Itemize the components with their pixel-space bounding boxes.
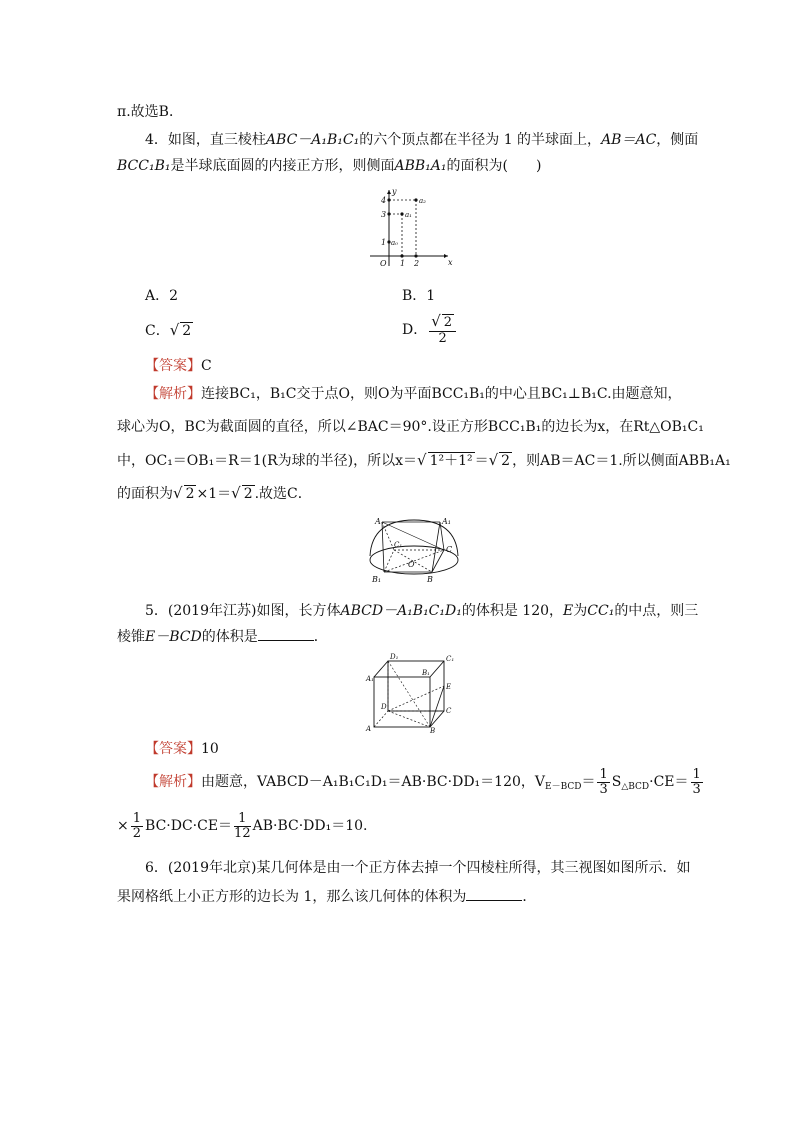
q4-analysis-line2: 球心为O，BC为截面圆的直径，所以∠BAC＝90°.设正方形BCC₁B₁的边长为x，在Rt△OB₁C₁ [117, 419, 704, 435]
point-a1: a₁ [405, 211, 412, 219]
x-axis-label: x [448, 258, 453, 267]
point-a0: a₀ [391, 239, 398, 247]
cuboid-label-A1: A₁ [366, 675, 374, 683]
q4-answer: 【答案】C [145, 358, 212, 374]
tick-y-3: 3 [381, 210, 387, 219]
q5-answer: 【答案】10 [145, 741, 219, 757]
fig2-label-B1: B₁ [372, 575, 382, 584]
cuboid-label-B: B [430, 727, 436, 733]
tick-y-4: 4 [381, 196, 387, 205]
q4-option-a: A．2 [145, 288, 179, 304]
fig2-label-O: O [408, 560, 415, 569]
q5-stem-line2: 棱锥E－BCD的体积是 ． [117, 629, 328, 645]
cuboid-label-C1: C₁ [446, 655, 455, 663]
q5-analysis-line1: 【解析】由题意，VABCD－A₁B₁C₁D₁＝AB·BC·DD₁＝120，$V_{E-BCD}=$ $\frac{1}{3}$ $S_{\triangle BCD}\cdot CE=$ $\frac{1}{3}$ [145, 766, 701, 797]
q5-answer-blank [258, 628, 314, 641]
q4-coordinate-figure [364, 186, 454, 270]
q6-answer-blank [466, 888, 522, 901]
tick-y-1: 1 [381, 238, 387, 247]
point-a2: a₂ [419, 197, 426, 205]
q4-analysis-line1: 【解析】连接BC₁，B₁C交于点O，则O为平面BCC₁B₁的中心且BC₁⊥B₁C.由题意知， [145, 386, 682, 402]
q4-option-b: B．1 [402, 288, 436, 304]
cuboid-label-D1: D₁ [390, 653, 399, 661]
fig2-label-C1: C₁ [394, 541, 403, 549]
q4-stem-line2: BCC₁B₁是半球底面圆的内接正方形，则侧面ABB₁A₁的面积为( ) [117, 158, 542, 174]
q4-option-c: C．√ 2 [145, 321, 192, 339]
q6-stem-line2: 果网格纸上小正方形的边长为 1，那么该几何体的体积为 ． [117, 889, 537, 905]
q4-analysis-line3: 中，OC₁＝OB₁＝R＝1(R为球的半径)，所以x＝√ 1²＋1² ＝√ 2 ，则AB＝AC＝1.所以侧面ABB₁A₁ [117, 451, 731, 469]
fig2-label-C: C [446, 545, 453, 554]
cuboid-label-D: D [381, 703, 387, 711]
cuboid-label-E: E [446, 683, 452, 691]
cuboid-label-B1: B₁ [422, 669, 430, 677]
q6-stem-line1: 6．(2019年北京)某几何体是由一个正方体去掉一个四棱柱所得，其三视图如图所示．如 [145, 860, 691, 876]
origin-label: O [380, 259, 387, 268]
q4-hemisphere-figure [364, 514, 464, 586]
q5-stem-line1: 5．(2019年江苏)如图，长方体ABCD－A₁B₁C₁D₁的体积是 120，E为CC₁的中点，则三 [145, 603, 699, 619]
prev-answer-end: π.故选B． [117, 104, 183, 120]
q4-option-d: D． $\frac{√ 2}{2}$ [402, 310, 458, 350]
y-axis-label: y [392, 187, 397, 196]
cuboid-label-C: C [446, 707, 452, 715]
tick-x-2: 2 [414, 259, 420, 268]
q4-analysis-line4: 的面积为√ 2 ×1＝√ 2 .故选C． [117, 484, 312, 502]
q5-cuboid-figure [362, 651, 462, 733]
q5-analysis-line2: × $\frac{1}{2}$ BC·DC·CE＝ $\frac{1}{12}$ AB·BC·DD₁＝10. [117, 810, 368, 841]
cuboid-label-A: A [366, 725, 372, 733]
fig2-label-A1: A₁ [442, 517, 451, 526]
tick-x-1: 1 [400, 259, 406, 268]
fig2-label-B: B [427, 575, 433, 584]
fig2-label-A: A [375, 517, 381, 526]
q4-stem-line1: 4．如图，直三棱柱ABC－A₁B₁C₁的六个顶点都在半径为 1 的半球面上，AB＝AC，侧面 [145, 132, 699, 148]
